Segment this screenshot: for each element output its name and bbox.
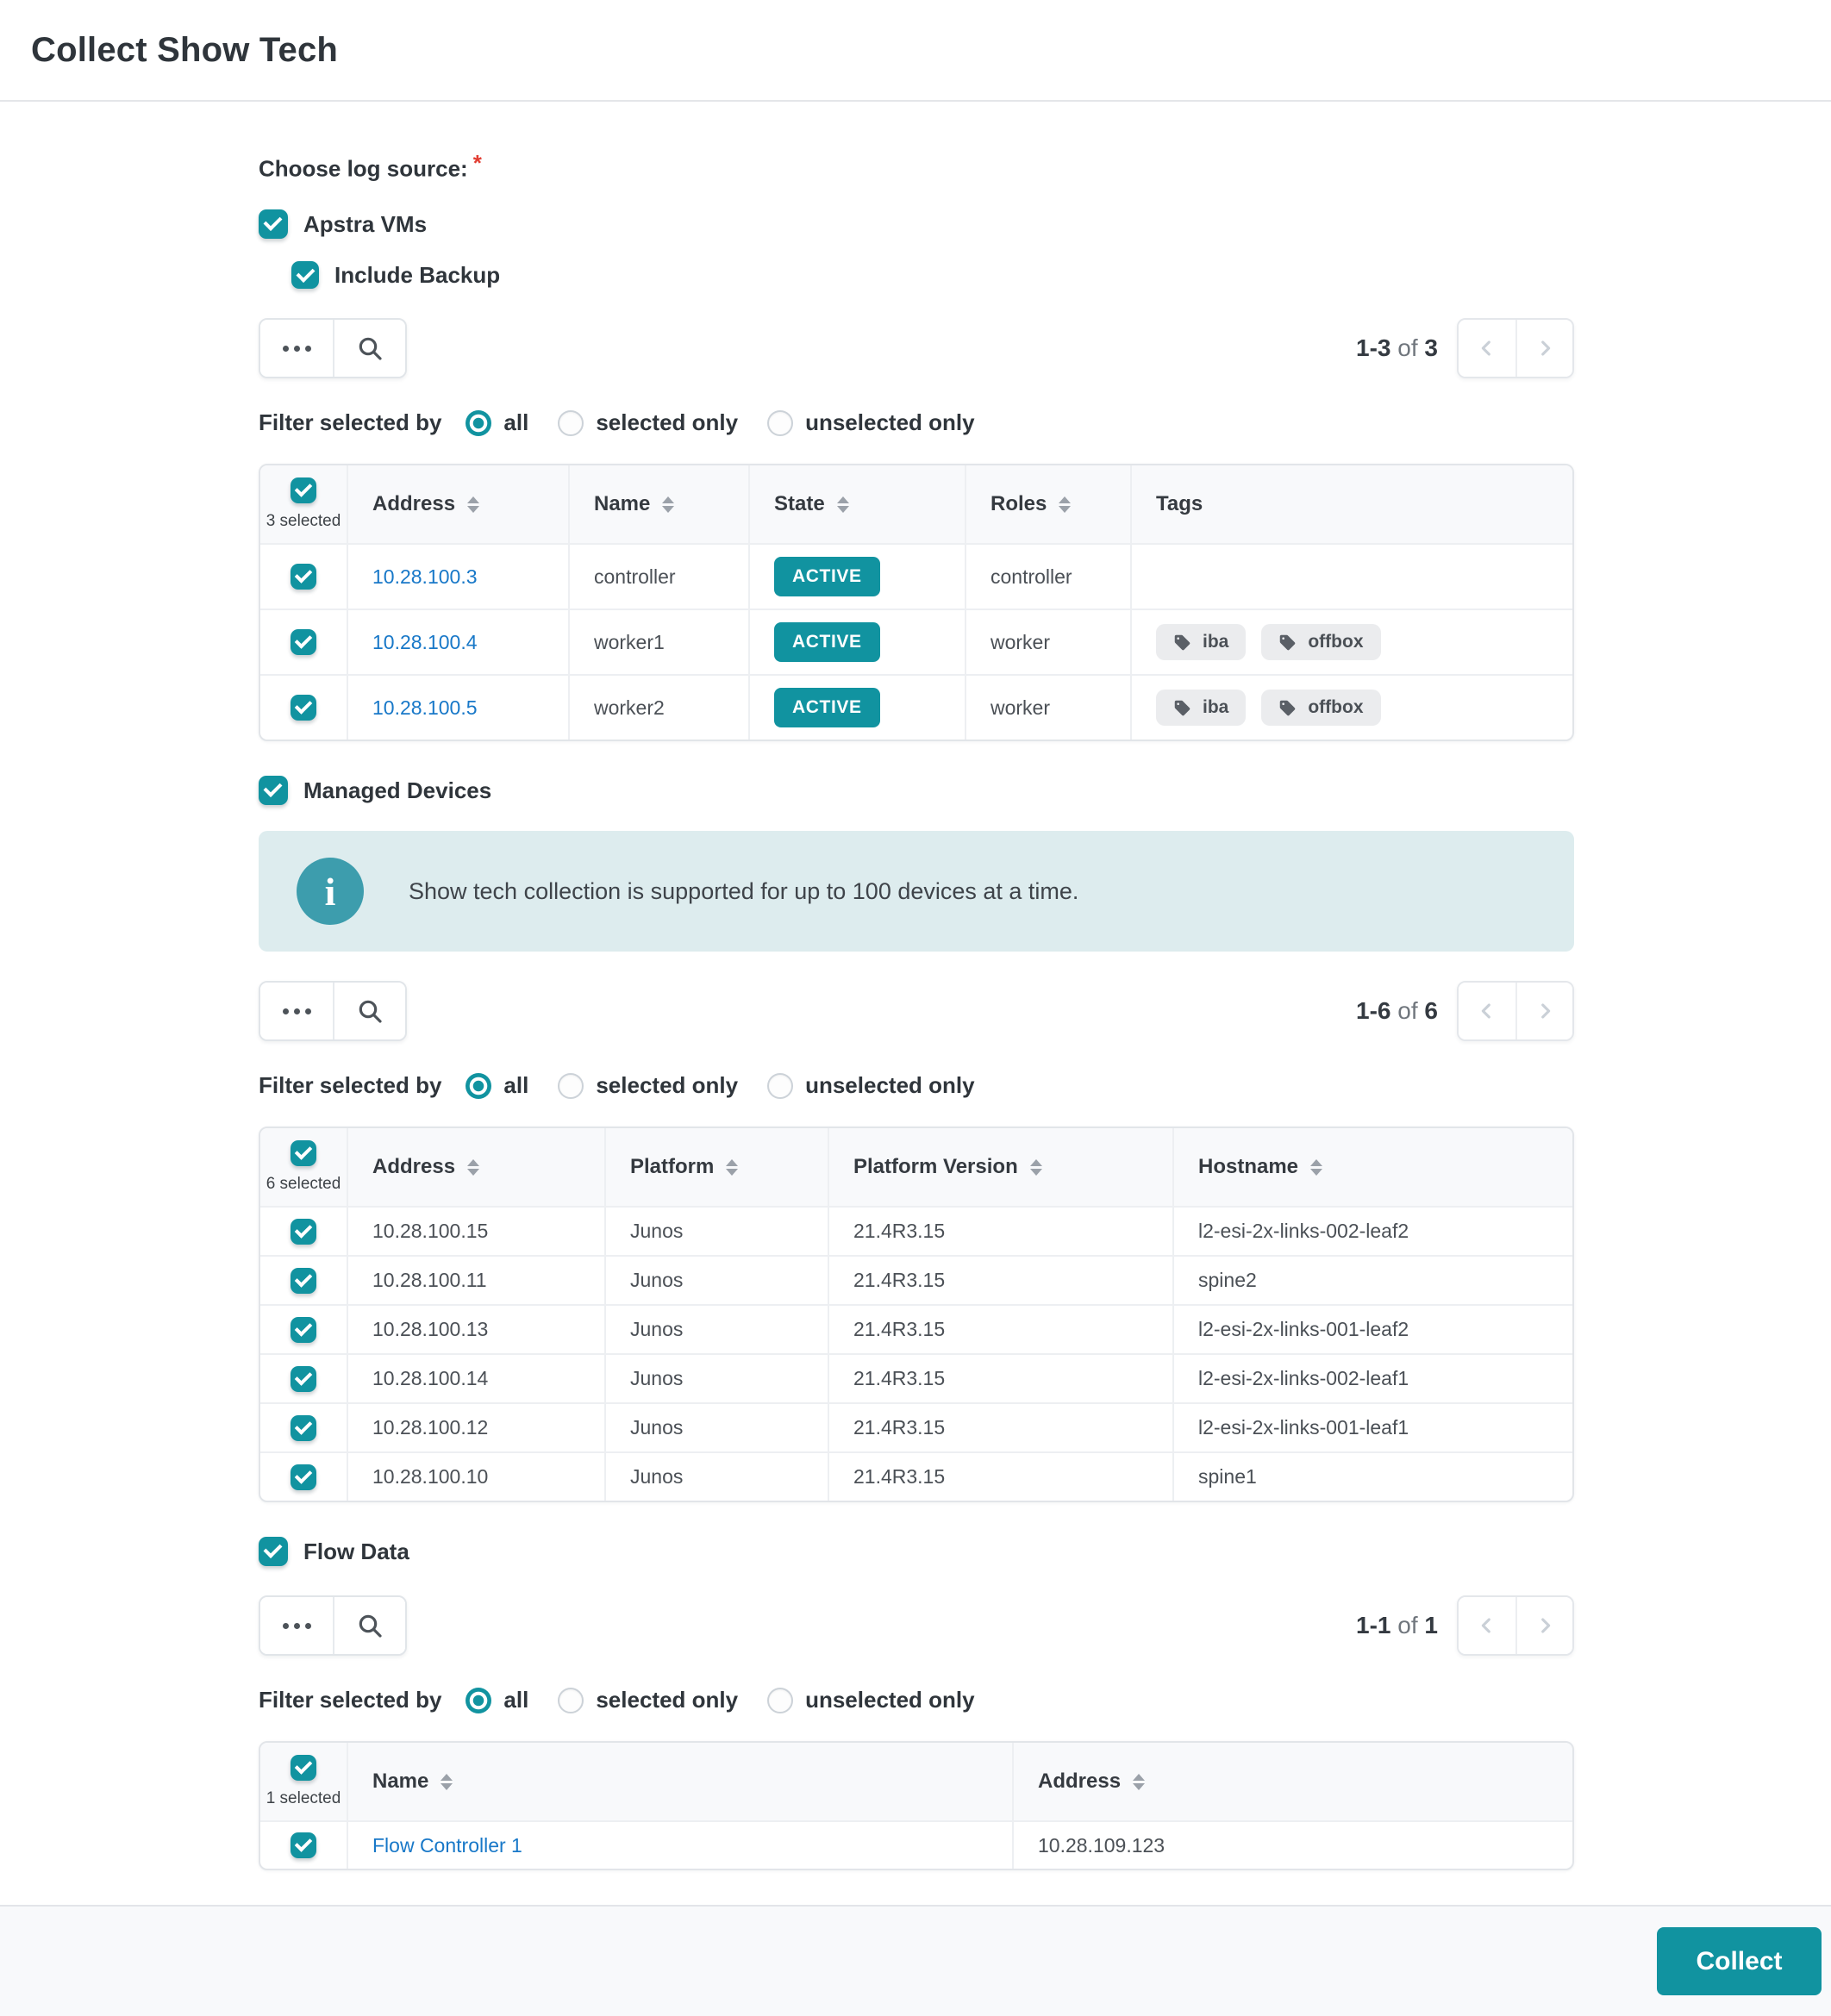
filter-all-label: all bbox=[503, 1072, 529, 1099]
flow-table bbox=[259, 1741, 1574, 1870]
name-cell bbox=[348, 1822, 1014, 1869]
managed-devices-checkbox[interactable] bbox=[259, 776, 288, 805]
selected-count: 6 selected bbox=[266, 1175, 341, 1194]
platform-version-cell: 21.4R3.15 bbox=[829, 1208, 1174, 1255]
apstra-vms-label: Apstra VMs bbox=[303, 210, 428, 237]
table-row bbox=[260, 1255, 1572, 1304]
chevron-left-icon bbox=[1475, 336, 1499, 360]
tag-chip: offbox bbox=[1261, 624, 1380, 660]
required-asterisk: * bbox=[472, 150, 482, 176]
address-cell: 10.28.109.123 bbox=[1038, 1833, 1165, 1857]
flow-pagination bbox=[1356, 1595, 1574, 1656]
platform-version-cell: 21.4R3.15 bbox=[829, 1257, 1174, 1304]
filter-unselected-only-option[interactable] bbox=[767, 1072, 975, 1099]
sort-icon bbox=[1059, 496, 1071, 513]
tag-chip: offbox bbox=[1261, 690, 1380, 726]
vm-table bbox=[259, 464, 1574, 741]
device-filter-row bbox=[259, 1072, 1574, 1099]
select-all-header bbox=[260, 1128, 348, 1206]
platform-version-column-header[interactable]: Platform Version bbox=[829, 1128, 1174, 1206]
include-backup-label: Include Backup bbox=[334, 261, 501, 288]
flow-data-checkbox[interactable] bbox=[259, 1537, 288, 1566]
roles-cell: worker bbox=[966, 610, 1132, 674]
filter-all-option[interactable] bbox=[466, 1072, 528, 1099]
roles-column-header[interactable]: Roles bbox=[966, 465, 1132, 543]
device-pagination-text bbox=[1356, 997, 1438, 1025]
vm-filter-row bbox=[259, 409, 1574, 436]
hostname-cell: l2-esi-2x-links-002-leaf2 bbox=[1198, 1220, 1409, 1243]
radio-unselected-icon[interactable] bbox=[767, 1073, 793, 1099]
include-backup-checkbox-row bbox=[291, 261, 1574, 289]
tag-icon bbox=[1278, 699, 1297, 717]
filter-all-label: all bbox=[503, 1687, 529, 1713]
address-link[interactable]: 10.28.100.4 bbox=[372, 630, 478, 653]
table-row bbox=[260, 1304, 1572, 1353]
address-cell: 10.28.100.14 bbox=[348, 1355, 606, 1402]
pagination-range: 1-3 bbox=[1356, 334, 1391, 362]
table-row bbox=[260, 1353, 1572, 1402]
sort-icon bbox=[726, 1159, 738, 1176]
search-icon bbox=[356, 334, 384, 362]
pagination-of: of bbox=[1397, 334, 1418, 362]
footer-bar bbox=[0, 1905, 1831, 2016]
address-cell: 10.28.100.12 bbox=[348, 1404, 606, 1451]
table-row bbox=[260, 1402, 1572, 1451]
radio-unselected-icon[interactable] bbox=[558, 1688, 584, 1713]
filter-selected-only-option[interactable] bbox=[558, 1072, 738, 1099]
device-toolbar-buttons bbox=[259, 981, 407, 1041]
radio-selected-icon[interactable] bbox=[466, 1688, 491, 1713]
search-icon bbox=[356, 1612, 384, 1639]
platform-cell: Junos bbox=[606, 1257, 829, 1304]
flow-pagination-text bbox=[1356, 1612, 1438, 1639]
filter-selected-only-label: selected only bbox=[596, 1687, 739, 1713]
platform-cell: Junos bbox=[606, 1355, 829, 1402]
pagination-total: 6 bbox=[1424, 997, 1438, 1025]
radio-unselected-icon[interactable] bbox=[767, 1688, 793, 1713]
table-row bbox=[260, 1451, 1572, 1501]
select-all-header bbox=[260, 1743, 348, 1820]
radio-selected-icon[interactable] bbox=[466, 410, 491, 436]
platform-cell: Junos bbox=[606, 1404, 829, 1451]
table-row bbox=[260, 1206, 1572, 1255]
table-row bbox=[260, 674, 1572, 740]
platform-cell: Junos bbox=[606, 1208, 829, 1255]
vm-grid-toolbar bbox=[259, 318, 1574, 378]
radio-unselected-icon[interactable] bbox=[767, 410, 793, 436]
vm-toolbar-buttons bbox=[259, 318, 407, 378]
managed-devices-checkbox-row bbox=[259, 776, 1574, 805]
page-title: Collect Show Tech bbox=[31, 30, 339, 69]
managed-devices-label: Managed Devices bbox=[303, 777, 492, 803]
more-actions-button[interactable] bbox=[260, 320, 333, 377]
pagination-range: 1-6 bbox=[1356, 997, 1391, 1025]
info-banner-text: Show tech collection is supported for up to 100 devices at a time. bbox=[409, 877, 1079, 904]
search-icon bbox=[356, 997, 384, 1025]
flow-pager-buttons bbox=[1457, 1595, 1574, 1656]
select-all-checkbox[interactable] bbox=[291, 477, 316, 503]
device-table-header-row bbox=[260, 1128, 1572, 1206]
flow-data-checkbox-row bbox=[259, 1537, 1574, 1566]
name-column-header[interactable]: Name bbox=[570, 465, 750, 543]
name-cell: controller bbox=[570, 545, 750, 609]
platform-version-cell: 21.4R3.15 bbox=[829, 1355, 1174, 1402]
flow-grid-toolbar bbox=[259, 1595, 1574, 1656]
more-actions-button[interactable] bbox=[260, 1597, 333, 1654]
chevron-right-icon bbox=[1533, 336, 1557, 360]
table-row bbox=[260, 1820, 1572, 1869]
address-cell bbox=[348, 610, 570, 674]
pagination-total: 1 bbox=[1424, 1612, 1438, 1639]
flow-filter-row bbox=[259, 1687, 1574, 1713]
row-checkbox[interactable] bbox=[291, 1317, 316, 1343]
device-pagination bbox=[1356, 981, 1574, 1041]
selected-count: 3 selected bbox=[266, 512, 341, 531]
name-column-header[interactable]: Name bbox=[348, 1743, 1014, 1820]
pagination-of: of bbox=[1397, 997, 1418, 1025]
platform-version-cell: 21.4R3.15 bbox=[829, 1404, 1174, 1451]
ellipsis-icon bbox=[283, 1008, 311, 1014]
row-checkbox[interactable] bbox=[291, 1219, 316, 1245]
tags-column-header: Tags bbox=[1156, 492, 1203, 516]
filter-selected-only-option[interactable] bbox=[558, 1687, 738, 1713]
name-cell: worker2 bbox=[570, 676, 750, 740]
filter-all-label: all bbox=[503, 409, 529, 436]
flow-table-header-row bbox=[260, 1743, 1572, 1820]
search-button[interactable] bbox=[333, 320, 405, 377]
platform-version-cell: 21.4R3.15 bbox=[829, 1306, 1174, 1353]
roles-cell: controller bbox=[966, 545, 1132, 609]
select-all-checkbox[interactable] bbox=[291, 1755, 316, 1781]
tag-chip: iba bbox=[1156, 624, 1246, 660]
pagination-of: of bbox=[1397, 1612, 1418, 1639]
search-button[interactable] bbox=[333, 1597, 405, 1654]
ellipsis-icon bbox=[283, 1623, 311, 1629]
platform-column-header[interactable]: Platform bbox=[606, 1128, 829, 1206]
include-backup-checkbox[interactable] bbox=[291, 261, 319, 289]
sort-icon bbox=[441, 1774, 453, 1790]
chevron-right-icon bbox=[1533, 1613, 1557, 1638]
collect-button[interactable]: Collect bbox=[1657, 1927, 1822, 1995]
sort-icon bbox=[1030, 1159, 1042, 1176]
hostname-column-header[interactable]: Hostname bbox=[1174, 1128, 1572, 1206]
prev-page-button[interactable] bbox=[1459, 1597, 1515, 1654]
select-all-header bbox=[260, 465, 348, 543]
pagination-range: 1-1 bbox=[1356, 1612, 1391, 1639]
hostname-cell: l2-esi-2x-links-001-leaf2 bbox=[1198, 1318, 1409, 1341]
address-cell: 10.28.100.10 bbox=[348, 1453, 606, 1501]
more-actions-button[interactable] bbox=[260, 983, 333, 1039]
filter-unselected-only-label: unselected only bbox=[805, 1687, 975, 1713]
row-checkbox[interactable] bbox=[291, 1464, 316, 1490]
state-cell bbox=[750, 610, 966, 674]
tags-cell bbox=[1132, 610, 1572, 674]
pagination-total: 3 bbox=[1424, 334, 1438, 362]
next-page-button[interactable] bbox=[1515, 983, 1572, 1039]
chevron-left-icon bbox=[1475, 1613, 1499, 1638]
tag-icon bbox=[1173, 634, 1191, 652]
page-header bbox=[0, 0, 1831, 102]
row-checkbox[interactable] bbox=[291, 564, 316, 590]
address-column-header[interactable]: Address bbox=[348, 465, 570, 543]
tags-cell bbox=[1132, 676, 1572, 740]
roles-cell: worker bbox=[966, 676, 1132, 740]
selected-count: 1 selected bbox=[266, 1789, 341, 1808]
row-checkbox[interactable] bbox=[291, 1832, 316, 1858]
state-cell bbox=[750, 676, 966, 740]
prev-page-button[interactable] bbox=[1459, 320, 1515, 377]
select-all-checkbox[interactable] bbox=[291, 1140, 316, 1166]
radio-unselected-icon[interactable] bbox=[558, 410, 584, 436]
address-cell bbox=[348, 545, 570, 609]
ellipsis-icon bbox=[283, 346, 311, 352]
filter-label: Filter selected by bbox=[259, 1687, 442, 1713]
status-badge: ACTIVE bbox=[774, 557, 880, 596]
filter-unselected-only-option[interactable] bbox=[767, 409, 975, 436]
device-pager-buttons bbox=[1457, 981, 1574, 1041]
platform-version-cell: 21.4R3.15 bbox=[829, 1453, 1174, 1501]
hostname-cell: l2-esi-2x-links-001-leaf1 bbox=[1198, 1416, 1409, 1439]
filter-unselected-only-label: unselected only bbox=[805, 409, 975, 436]
flow-controller-link[interactable]: Flow Controller 1 bbox=[372, 1833, 522, 1857]
next-page-button[interactable] bbox=[1515, 1597, 1572, 1654]
device-table bbox=[259, 1127, 1574, 1502]
hostname-cell: l2-esi-2x-links-002-leaf1 bbox=[1198, 1367, 1409, 1390]
next-page-button[interactable] bbox=[1515, 320, 1572, 377]
platform-cell: Junos bbox=[606, 1453, 829, 1501]
hostname-cell: spine1 bbox=[1198, 1465, 1257, 1489]
flow-toolbar-buttons bbox=[259, 1595, 407, 1656]
tags-cell bbox=[1132, 545, 1572, 609]
filter-label: Filter selected by bbox=[259, 1072, 442, 1099]
choose-log-source-label: Choose log source: * bbox=[259, 150, 482, 182]
chevron-right-icon bbox=[1533, 999, 1557, 1023]
device-grid-toolbar bbox=[259, 981, 1574, 1041]
address-link[interactable]: 10.28.100.3 bbox=[372, 565, 478, 588]
sort-icon bbox=[1310, 1159, 1322, 1176]
sort-icon bbox=[467, 1159, 479, 1176]
main-content bbox=[0, 102, 1831, 1905]
apstra-vms-checkbox[interactable] bbox=[259, 209, 288, 239]
address-cell: 10.28.100.11 bbox=[348, 1257, 606, 1304]
sort-icon bbox=[662, 496, 674, 513]
address-cell: 10.28.100.15 bbox=[348, 1208, 606, 1255]
radio-unselected-icon[interactable] bbox=[558, 1073, 584, 1099]
state-cell bbox=[750, 545, 966, 609]
sort-icon bbox=[1133, 1774, 1145, 1790]
status-badge: ACTIVE bbox=[774, 688, 880, 727]
table-row bbox=[260, 543, 1572, 609]
table-row bbox=[260, 609, 1572, 674]
apstra-vms-checkbox-row bbox=[259, 209, 1574, 239]
filter-all-option[interactable] bbox=[466, 1687, 528, 1713]
address-cell: 10.28.100.13 bbox=[348, 1306, 606, 1353]
address-column-header[interactable]: Address bbox=[1014, 1743, 1572, 1820]
prev-page-button[interactable] bbox=[1459, 983, 1515, 1039]
filter-selected-only-label: selected only bbox=[596, 1072, 739, 1099]
hostname-cell: spine2 bbox=[1198, 1269, 1257, 1292]
filter-label: Filter selected by bbox=[259, 409, 442, 436]
tag-icon bbox=[1278, 634, 1297, 652]
info-banner bbox=[259, 831, 1574, 952]
filter-unselected-only-label: unselected only bbox=[805, 1072, 975, 1099]
sort-icon bbox=[837, 496, 849, 513]
search-button[interactable] bbox=[333, 983, 405, 1039]
status-badge: ACTIVE bbox=[774, 622, 880, 662]
row-checkbox[interactable] bbox=[291, 1268, 316, 1294]
filter-all-option[interactable] bbox=[466, 409, 528, 436]
filter-unselected-only-option[interactable] bbox=[767, 1687, 975, 1713]
tag-icon bbox=[1173, 699, 1191, 717]
vm-table-header-row bbox=[260, 465, 1572, 543]
filter-selected-only-label: selected only bbox=[596, 409, 739, 436]
vm-pagination bbox=[1356, 318, 1574, 378]
address-cell bbox=[348, 676, 570, 740]
sort-icon bbox=[467, 496, 479, 513]
filter-selected-only-option[interactable] bbox=[558, 409, 738, 436]
vm-pagination-text bbox=[1356, 334, 1438, 362]
vm-pager-buttons bbox=[1457, 318, 1574, 378]
platform-cell: Junos bbox=[606, 1306, 829, 1353]
state-column-header[interactable]: State bbox=[750, 465, 966, 543]
row-checkbox[interactable] bbox=[291, 1366, 316, 1392]
info-icon bbox=[297, 858, 364, 925]
row-checkbox[interactable] bbox=[291, 695, 316, 721]
name-cell: worker1 bbox=[570, 610, 750, 674]
flow-data-label: Flow Data bbox=[303, 1538, 409, 1564]
chevron-left-icon bbox=[1475, 999, 1499, 1023]
radio-selected-icon[interactable] bbox=[466, 1073, 491, 1099]
row-checkbox[interactable] bbox=[291, 629, 316, 655]
tag-chip: iba bbox=[1156, 690, 1246, 726]
row-checkbox[interactable] bbox=[291, 1415, 316, 1441]
address-link[interactable]: 10.28.100.5 bbox=[372, 696, 478, 719]
address-column-header[interactable]: Address bbox=[348, 1128, 606, 1206]
